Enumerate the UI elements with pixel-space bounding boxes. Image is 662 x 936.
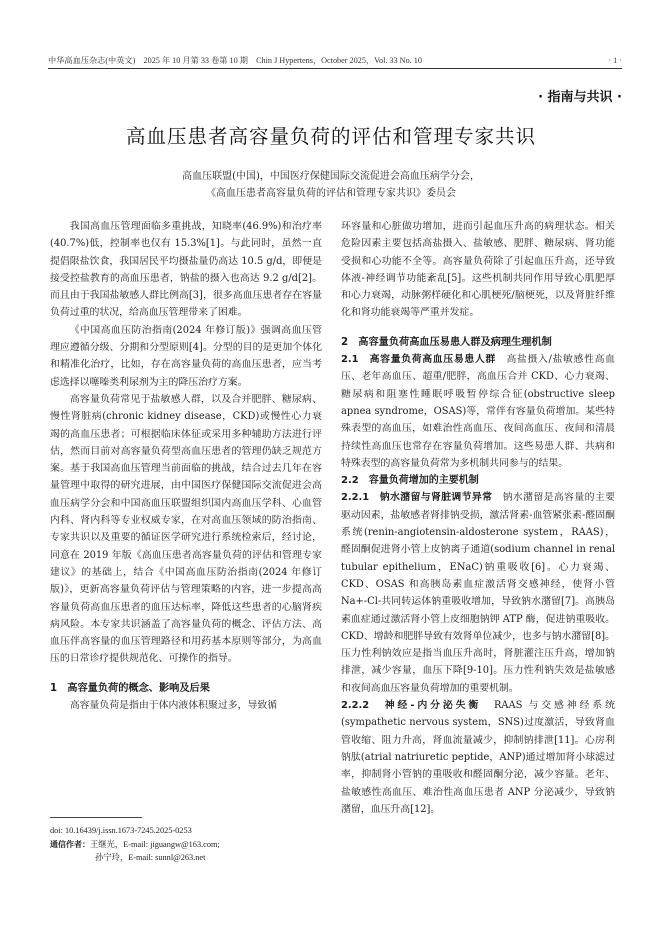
- journal-citation: 中华高血压杂志(中英文) 2025 年 10 月第 33 卷第 10 期 Chin J Hypertens，October 2025，Vol. 33 No. 10: [48, 56, 422, 65]
- subsection-heading-2-2-1: 2.2.1 钠水潴留与肾脏调节异常: [341, 492, 493, 504]
- contact-label: 通信作者：: [50, 839, 90, 849]
- section-heading-2: 2 高容量负荷高血压易患人群及病理生理机制: [341, 336, 552, 348]
- subsection-body-2-2-1: 钠水潴留是高容量的主要驱动因素，盐敏感者肾排钠受损，激活肾素-血管紧张素-醛固酮系统(renin-angiotensin-aldosterone system，RAAS)，醛固酮促进肾小管上皮钠离子通道(sodium channel in renal tubular epithelium，ENaC)钠重吸收[6]。心力衰竭、CKD、OSAS 和高胰岛素血症激活肾交感神经，使肾小管 Na+-Cl-共同转运体钠重吸收增加，导致钠水潴留[7]。高胰岛素血症通过激活肾小管上皮细胞钠钾 ATP 酶，促进钠重吸收。CKD、增龄和肥胖导致有效肾单位减少，也多与钠水潴留[8]。压力性利钠效应是指当血压升高时，肾脏灌注压升高，增加钠排泄，减少容量，血压下降[9-10]。压力性利钠失效是盐敏感和夜间高血压容量负荷增加的重要机制。: [341, 492, 615, 694]
- subsection-heading-2-1: 2.1 高容量负荷高血压易患人群: [341, 354, 496, 366]
- left-column: [50, 218, 322, 714]
- subsection-2-1: [341, 351, 615, 472]
- footnote: [50, 824, 320, 865]
- header-rule: [48, 68, 622, 69]
- paragraph-section-1: 高容量负荷是指由于体内液体积聚过多，导致循: [69, 700, 278, 712]
- page-number: · 1 ·: [608, 56, 622, 65]
- document-title: 高血压患者高容量负荷的评估和管理专家共识: [125, 125, 536, 148]
- author-block: [0, 168, 662, 202]
- subsection-heading-2-2: 2.2 容量负荷增加的主要机制: [341, 475, 479, 487]
- right-column: [341, 218, 615, 818]
- paragraph-section-1-cont: 环容量和心脏做功增加，进而引起血压升高的病理状态。相关危险因素主要包括高盐摄入、盐敏感、肥胖、糖尿病、肾功能受损和心功能不全等。高容量负荷除了引起血压升高，还导致体液-神经调节功能紊乱[5]。这些机制共同作用导致心肌肥厚和心力衰竭，动脉粥样硬化和心肌梗死/脑梗死，以及肾脏纤维化和肾功能衰竭等严重并发症。: [341, 221, 615, 319]
- paragraph-intro-3: 高容量负荷常见于盐敏感人群，以及合并肥胖、糖尿病、慢性肾脏病(chronic kidney disease，CKD)或慢性心力衰竭的高血压患者；可根据临床体征或采用多种辅助方法进行评估，然而目前对高容量负荷型高血压患者的管理仍缺乏规范方案。基于我国高血压管理当前面临的挑战，结合过去几年在容量管理中取得的研究进展，由中国医疗保健国际交流促进会高血压病学分会和中国高血压联盟组织国内高血压学科、心血管内科、肾内科等专业权威专家，在对高血压领域的防治指南、专家共识以及重要的循证医学研究进行系统检索后，经讨论，同意在 2019 年版《高血压患者高容量负荷的评估和管理专家建议》的基础上，结合《中国高血压防治指南(2024 年修订版)》，更新高容量负荷评估与管理策略的内容，进一步提高高容量负荷高血压患者的血压达标率，降低这些患者的心脑肾疾病风险。本专家共识涵盖了高容量负荷的概念、评估方法、高血压伴高容量的血压管理路径和用药基本原则等部分，为高血压的日常诊疗提供规范化、可操作的指导。: [50, 393, 322, 665]
- paragraph-intro-2: 《中国高血压防治指南(2024 年修订版)》强调高血压管理应遵循分级、分期和分型原则[4]。分型的目的是更加个体化和精准化治疗，比如，存在高容量负荷的高血压患者，应当考虑选择以噻嗪类利尿剂为主的降压治疗方案。: [50, 324, 322, 388]
- subsection-body-2-1: 高盐摄入/盐敏感性高血压、老年高血压、超重/肥胖，高血压合并 CKD、心力衰竭、糖尿病和阻塞性睡眠呼吸暂停综合征(obstructive sleep apnea syndrome，OSAS)等，常伴有容量负荷增加。某些特殊表型的高血压，如难治性高血压、夜间高血压、夜间和清晨持续性高血压也常存在容量负荷增加。这些易患人群、共病和特殊表型的高容量负荷常为多机制共同参与的结果。: [341, 354, 615, 469]
- subsection-2-2-1: [341, 489, 615, 697]
- contact-email-1: 王继光，E-mail: jiguangw@163.com;: [90, 839, 220, 849]
- subsection-body-2-2-2: RAAS 与交感神经系统(sympathetic nervous system，SNS)过度激活，导致肾血管收缩、阻力升高，肾血流量减少，抑制钠排泄[11]。心房利钠肽(atrial natriuretic peptide，ANP)通过增加肾小球滤过率，抑制肾小管钠的重吸收和醛固酮分泌，减少容量。老年、盐敏感性高血压、难治性高血压患者 ANP 分泌减少，导致钠潴留，血压升高[12]。: [341, 700, 615, 815]
- doi: doi: 10.16439/j.issn.1673-7245.2025-0253: [50, 826, 192, 835]
- footnote-rule: [50, 817, 142, 818]
- subsection-heading-2-2-2: 2.2.2 神经-内分泌失衡: [341, 700, 482, 712]
- author-line-1: 高血压联盟(中国)，中国医疗保健国际交流促进会高血压病学分会，: [182, 171, 480, 182]
- author-line-2: 《高血压患者高容量负荷的评估和管理专家共识》委员会: [206, 188, 456, 199]
- subsection-2-2-2: [341, 697, 615, 818]
- running-header: [48, 55, 622, 66]
- contact-line-1: [50, 838, 320, 852]
- section-heading-1: 1 高容量负荷的概念、影响及后果: [50, 682, 210, 694]
- paragraph-intro-1: 我国高血压管理面临多重挑战，知晓率(46.9%)和治疗率(40.7%)低，控制率也仅有 15.3%[1]。与此同时，虽然一直提倡限盐饮食，我国居民平均摄盐量仍高达 10.5 g/d，即便是接受控盐教育的高血压患者，钠盐的摄入也高达 9.2 g/d[2]。而且由于我国盐敏感人群比例高[3]，很多高血压患者存在容量负荷过重的状况，给高血压管理带来了困难。: [50, 221, 322, 319]
- section-label: · 指南与共识 ·: [538, 90, 622, 105]
- contact-email-2: 孙宁玲，E-mail: sunnl@263.net: [95, 853, 206, 862]
